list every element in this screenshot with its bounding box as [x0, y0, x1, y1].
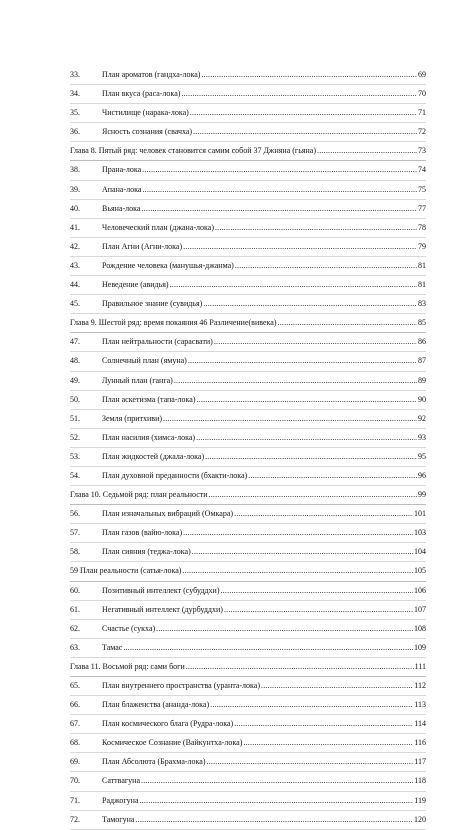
entry-line: [102, 696, 426, 714]
toc-entry: [70, 257, 426, 276]
toc-entry: [70, 219, 426, 238]
entry-number: 63.: [70, 642, 80, 652]
toc-entry: [70, 734, 426, 753]
entry-number: 62.: [70, 623, 80, 633]
entry-line: [102, 219, 426, 237]
dot-leader: [201, 66, 417, 84]
entry-number: 70.: [70, 776, 80, 786]
entry-number: 71.: [70, 795, 80, 805]
toc-entry: [70, 391, 426, 410]
dot-leader: [317, 142, 417, 160]
entry-title: План аскетизма (тапа-лока): [102, 394, 196, 404]
entry-number: 36.: [70, 127, 80, 137]
entry-page-number: 79: [418, 241, 426, 251]
entry-number: 42.: [70, 241, 80, 251]
entry-number: 49.: [70, 375, 80, 385]
dot-leader: [215, 219, 417, 237]
entry-page-number: 78: [418, 222, 426, 232]
dot-leader: [183, 524, 413, 542]
toc-entry: [70, 792, 426, 811]
entry-title: Ясность сознания (свачха): [102, 127, 193, 137]
table-of-contents: [70, 66, 426, 830]
entry-number: 68.: [70, 738, 80, 748]
entry-title: Вьяна-лока: [102, 203, 141, 213]
entry-line: [102, 257, 426, 275]
dot-leader: [141, 200, 417, 218]
entry-title: Апана-лока: [102, 184, 142, 194]
entry-number: 72.: [70, 814, 80, 824]
entry-page-number: 116: [414, 738, 426, 748]
entry-line: [102, 620, 426, 638]
dot-leader: [181, 85, 417, 103]
entry-line: [102, 161, 426, 179]
entry-title: План Абсолюта (Брахма-лока): [102, 757, 206, 767]
toc-entry: [70, 104, 426, 123]
toc-entry: [70, 333, 426, 352]
dot-leader: [192, 543, 413, 561]
entry-number: 67.: [70, 719, 80, 729]
toc-entry: [70, 543, 426, 562]
dot-leader: [135, 811, 413, 829]
entry-page-number: 93: [418, 432, 426, 442]
toc-entry: [70, 811, 426, 830]
entry-line: [102, 677, 426, 695]
toc-entry: [70, 448, 426, 467]
toc-entry: [70, 467, 426, 486]
entry-number: 60.: [70, 585, 80, 595]
entry-number: 69.: [70, 757, 80, 767]
entry-line: [102, 352, 426, 370]
entry-number: 39.: [70, 184, 80, 194]
toc-chapter-heading: [70, 486, 426, 505]
entry-number: 53.: [70, 451, 80, 461]
entry-line: [102, 85, 426, 103]
entry-title: План космического блага (Рудра-лока): [102, 719, 234, 729]
dot-leader: [193, 123, 417, 141]
entry-title: План блаженства (ананда-лока): [102, 700, 210, 710]
entry-line: [102, 601, 426, 619]
entry-line: [102, 410, 426, 428]
entry-line: [102, 524, 426, 542]
entry-number: 34.: [70, 89, 80, 99]
dot-leader: [183, 238, 417, 256]
entry-page-number: 85: [418, 318, 426, 328]
toc-chapter-heading: [70, 142, 426, 161]
entry-page-number: 81: [418, 280, 426, 290]
entry-page-number: 70: [418, 89, 426, 99]
dot-leader: [278, 314, 418, 332]
dot-leader: [234, 715, 413, 733]
toc-entry: [70, 601, 426, 620]
entry-title: Земля (притхиви): [102, 413, 163, 423]
entry-number: 38.: [70, 165, 80, 175]
dot-leader: [248, 467, 417, 485]
entry-line: [102, 276, 426, 294]
entry-number: 43.: [70, 260, 80, 270]
entry-title: План газов (вайю-лока): [102, 528, 183, 538]
dot-leader: [261, 677, 413, 695]
toc-chapter-heading: [70, 314, 426, 333]
entry-number: 45.: [70, 299, 80, 309]
entry-title: Раджогуна: [102, 795, 139, 805]
entry-title: 59 План реальности (сатья-лока): [70, 566, 182, 576]
entry-title: План нейтральности (сарасвати): [102, 337, 213, 347]
entry-number: 35.: [70, 108, 80, 118]
entry-title: План духовной преданности (бхакти-лока): [102, 470, 248, 480]
entry-number: 50.: [70, 394, 80, 404]
entry-page-number: 101: [414, 509, 426, 519]
entry-line: [102, 200, 426, 218]
entry-number: 47.: [70, 337, 80, 347]
toc-entry: [70, 352, 426, 371]
dot-leader: [243, 734, 413, 752]
entry-title: Глава 8. Пятый ряд: человек становится самим собой 37 Джняна (гьяна): [70, 146, 317, 156]
entry-number: 57.: [70, 528, 80, 538]
entry-title: Неведение (авидья): [102, 280, 169, 290]
toc-entry: [70, 753, 426, 772]
entry-line: [70, 142, 426, 160]
entry-line: [102, 467, 426, 485]
entry-page-number: 117: [414, 757, 426, 767]
entry-line: [70, 314, 426, 332]
entry-page-number: 109: [414, 642, 426, 652]
entry-title: Тамогуна: [102, 814, 135, 824]
dot-leader: [142, 181, 417, 199]
entry-page-number: 81: [418, 260, 426, 270]
entry-title: Рождение человека (манушья-джанма): [102, 260, 234, 270]
entry-title: Счастье (сукха): [102, 623, 156, 633]
toc-entry: [70, 295, 426, 314]
entry-number: 65.: [70, 681, 80, 690]
entry-page-number: 87: [418, 356, 426, 366]
entry-page-number: 114: [414, 719, 426, 729]
entry-line: [102, 391, 426, 409]
entry-line: [102, 811, 426, 829]
entry-page-number: 111: [414, 661, 426, 671]
dot-leader: [142, 161, 417, 179]
entry-line: [102, 123, 426, 141]
dot-leader: [234, 505, 413, 523]
dot-leader: [209, 486, 417, 504]
toc-entry: [70, 372, 426, 391]
entry-line: [102, 639, 426, 657]
dot-leader: [140, 792, 414, 810]
entry-page-number: 104: [414, 547, 426, 557]
entry-page-number: 96: [418, 470, 426, 480]
entry-title: Позитивный интеллект (субуддхи): [102, 585, 220, 595]
entry-line: [70, 486, 426, 504]
entry-page-number: 107: [414, 604, 426, 614]
dot-leader: [224, 601, 413, 619]
entry-line: [102, 715, 426, 733]
entry-line: [102, 429, 426, 447]
dot-leader: [235, 257, 417, 275]
dot-leader: [156, 620, 413, 638]
entry-number: 48.: [70, 356, 80, 366]
entry-line: [102, 792, 426, 810]
dot-leader: [174, 372, 417, 390]
dot-leader: [220, 582, 413, 600]
toc-entry: [70, 410, 426, 429]
entry-title: Правильное знание (сувидья): [102, 299, 203, 309]
toc-entry: [70, 123, 426, 142]
entry-number: 54.: [70, 470, 80, 480]
entry-title: Тамас: [102, 642, 123, 652]
toc-entry: [70, 620, 426, 639]
entry-title: План Агни (Агни-лока): [102, 241, 183, 251]
entry-title: План вкуса (раса-лока): [102, 89, 181, 99]
dot-leader: [123, 639, 413, 657]
entry-line: [102, 181, 426, 199]
dot-leader: [190, 104, 417, 122]
entry-line: [102, 772, 426, 790]
entry-number: 51.: [70, 413, 80, 423]
entry-title: Негативный интеллект (дурбуддхи): [102, 604, 223, 614]
entry-line: [102, 734, 426, 752]
entry-page-number: 69: [418, 70, 426, 79]
toc-entry: [70, 715, 426, 734]
entry-title: Лунный план (ганга): [102, 375, 173, 385]
entry-title: Саттвагуна: [102, 776, 141, 786]
entry-line: [70, 562, 426, 580]
entry-title: План ароматов (гандха-лока): [102, 70, 201, 79]
entry-number: 66.: [70, 700, 80, 710]
entry-number: 33.: [70, 70, 80, 79]
toc-entry: [70, 582, 426, 601]
entry-page-number: 77: [418, 203, 426, 213]
entry-title: План внутреннего пространства (уранта-лока): [102, 681, 261, 690]
entry-title: Чистилище (нарака-лока): [102, 108, 189, 118]
dot-leader: [163, 410, 417, 428]
toc-entry: [70, 85, 426, 104]
entry-page-number: 108: [414, 623, 426, 633]
entry-page-number: 113: [414, 700, 426, 710]
dot-leader: [196, 429, 417, 447]
dot-leader: [214, 333, 417, 351]
entry-line: [102, 295, 426, 313]
entry-page-number: 103: [414, 528, 426, 538]
dot-leader: [170, 276, 417, 294]
toc-entry: [70, 276, 426, 295]
toc-entry: [70, 677, 426, 696]
toc-entry: [70, 181, 426, 200]
dot-leader: [210, 696, 413, 714]
toc-entry: [70, 66, 426, 85]
entry-title: План изначальных вибраций (Омкара): [102, 509, 234, 519]
entry-line: [102, 372, 426, 390]
entry-line: [102, 543, 426, 561]
toc-entry: [70, 505, 426, 524]
entry-title: Космическое Сознание (Вайкунтха-лока): [102, 738, 243, 748]
entry-page-number: 92: [418, 413, 426, 423]
entry-number: 56.: [70, 509, 80, 519]
entry-page-number: 73: [418, 146, 426, 156]
entry-number: 61.: [70, 604, 80, 614]
entry-page-number: 105: [414, 566, 426, 576]
entry-number: 52.: [70, 432, 80, 442]
entry-title: План сияния (теджа-лока): [102, 547, 191, 557]
entry-page-number: 86: [418, 337, 426, 347]
entry-page-number: 119: [414, 795, 426, 805]
toc-chapter-heading: [70, 658, 426, 677]
entry-number: 41.: [70, 222, 80, 232]
dot-leader: [197, 391, 418, 409]
entry-page-number: 99: [418, 490, 426, 500]
toc-entry: [70, 161, 426, 180]
toc-entry: [70, 238, 426, 257]
dot-leader: [186, 658, 414, 676]
entry-page-number: 118: [414, 776, 426, 786]
entry-page-number: 90: [418, 394, 426, 404]
entry-line: [102, 238, 426, 256]
dot-leader: [188, 352, 417, 370]
entry-page-number: 95: [418, 451, 426, 461]
dot-leader: [203, 295, 417, 313]
toc-entry: [70, 696, 426, 715]
entry-page-number: 106: [414, 585, 426, 595]
entry-title: План насилия (химса-лока): [102, 432, 196, 442]
entry-number: 58.: [70, 547, 80, 557]
dot-leader: [182, 562, 413, 580]
entry-line: [102, 753, 426, 771]
dot-leader: [205, 448, 417, 466]
entry-line: [102, 505, 426, 523]
entry-page-number: 120: [414, 814, 426, 824]
entry-page-number: 72: [418, 127, 426, 137]
entry-page-number: 74: [418, 165, 426, 175]
entry-line: [70, 658, 426, 676]
toc-entry: [70, 524, 426, 543]
entry-page-number: 83: [418, 299, 426, 309]
toc-entry: [70, 772, 426, 791]
entry-title: Глава 9. Шестой ряд: время покаяния 46 Различение(вивека): [70, 318, 277, 328]
entry-number: 40.: [70, 203, 80, 213]
entry-page-number: 112: [414, 681, 426, 690]
entry-line: [102, 104, 426, 122]
entry-title: Глава 11. Восьмой ряд: сами боги: [70, 661, 185, 671]
entry-title: Человеческий план (джана-лока): [102, 222, 214, 232]
entry-page-number: 75: [418, 184, 426, 194]
entry-line: [102, 448, 426, 466]
toc-chapter-heading: [70, 562, 426, 581]
dot-leader: [207, 753, 414, 771]
dot-leader: [141, 772, 413, 790]
toc-entry: [70, 200, 426, 219]
entry-line: [102, 333, 426, 351]
toc-entry: [70, 639, 426, 658]
entry-page-number: 71: [418, 108, 426, 118]
entry-title: План жидкостей (джала-лока): [102, 451, 205, 461]
entry-title: Солнечный план (ямуна): [102, 356, 187, 366]
entry-number: 44.: [70, 280, 80, 290]
entry-line: [102, 66, 426, 84]
toc-entry: [70, 429, 426, 448]
entry-line: [102, 582, 426, 600]
entry-title: Глава 10. Седьмой ряд: план реальности: [70, 490, 208, 500]
entry-page-number: 89: [418, 375, 426, 385]
entry-title: Прана-лока: [102, 165, 142, 175]
